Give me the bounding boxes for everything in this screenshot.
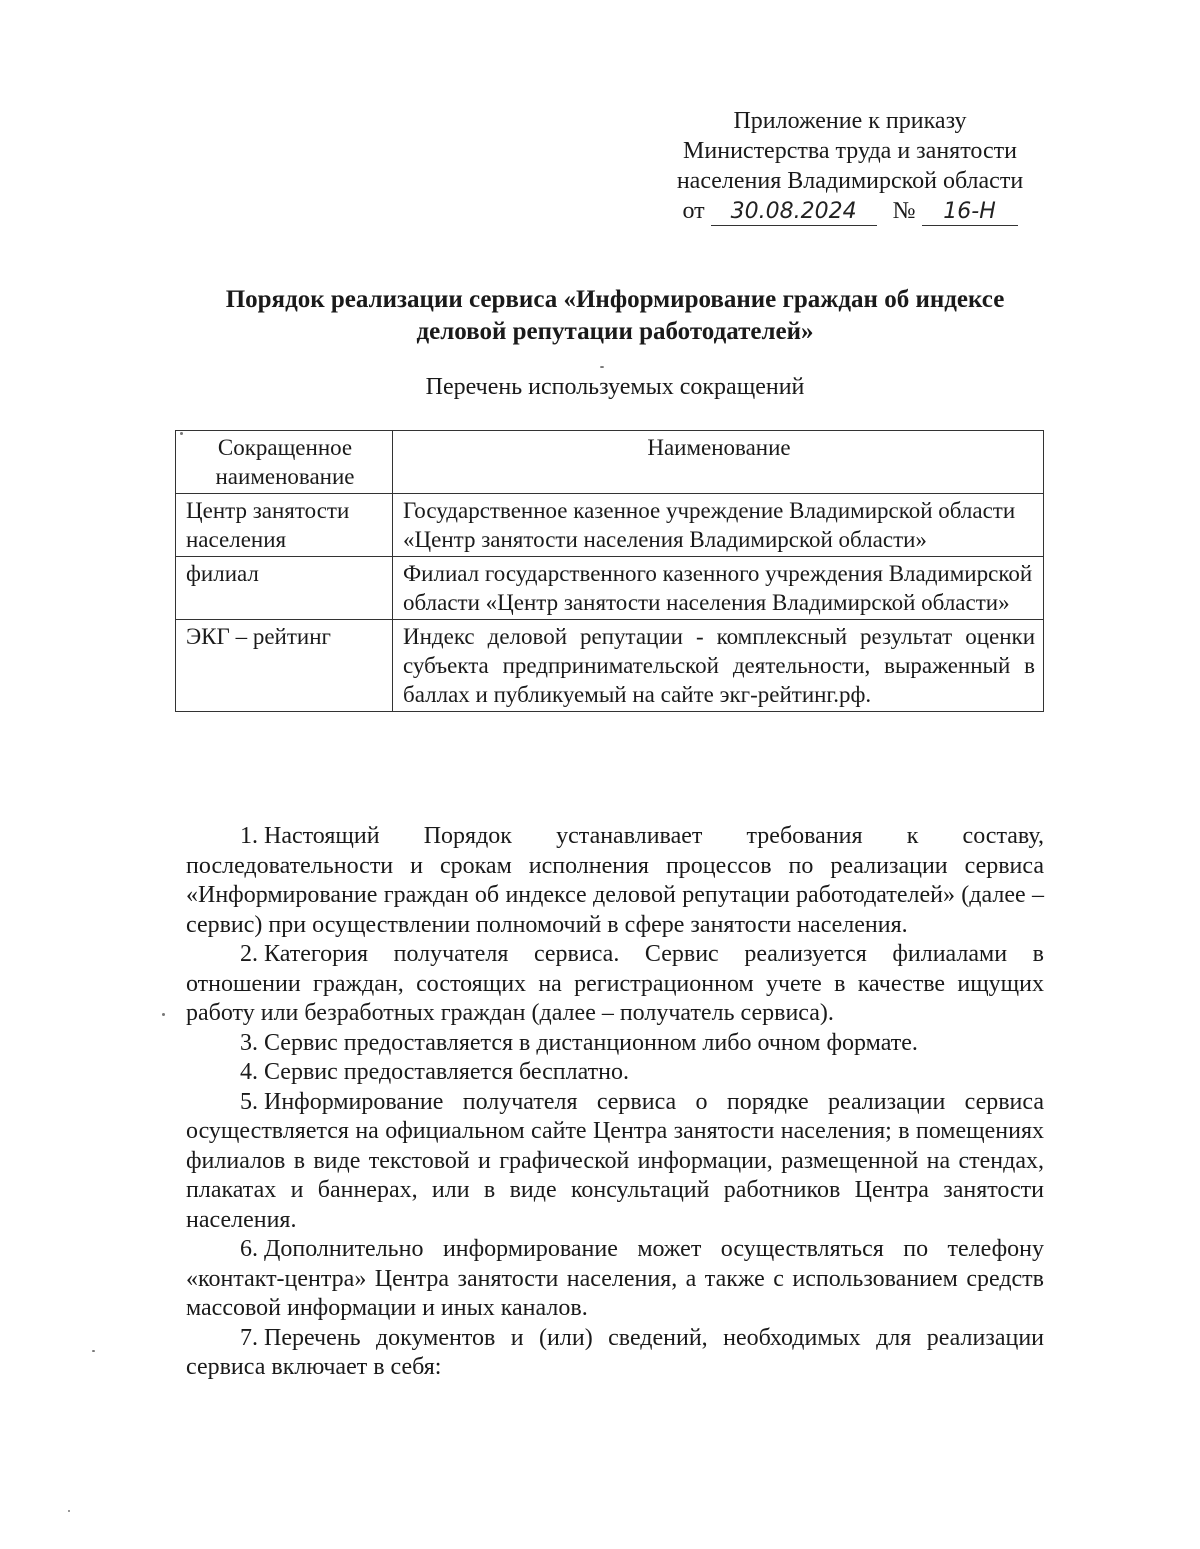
paragraph-number: 6.: [240, 1236, 258, 1262]
paragraph-text: Перечень документов и (или) сведений, необходимых для реализации сервиса включает в себя:: [186, 1324, 1044, 1380]
header-short-name: Сокращенное наименование: [176, 431, 393, 494]
scan-speck: [92, 1350, 95, 1352]
header-full-name: Наименование: [393, 431, 1044, 494]
appendix-line-2: Министерства труда и занятости: [683, 138, 1017, 164]
paragraph: [186, 940, 1044, 1029]
abbr-cell: ЭКГ – рейтинг: [176, 620, 393, 712]
paragraph-text: Сервис предоставляется бесплатно.: [264, 1059, 629, 1085]
paragraph: [186, 1088, 1044, 1236]
appendix-line-3: населения Владимирской области: [676, 168, 1024, 194]
scan-speck: [68, 1510, 70, 1512]
paragraph-number: 1.: [240, 823, 258, 849]
paragraph-number: 2.: [240, 941, 258, 967]
title-line-1: Порядок реализации сервиса «Информирование граждан об индексе: [225, 286, 1005, 313]
paragraph: [186, 1235, 1044, 1324]
paragraph: [186, 1324, 1044, 1383]
paragraph: [186, 1029, 1044, 1059]
title-line-2: деловой репутации работодателей»: [416, 318, 814, 345]
abbr-cell: Центр занятости населения: [176, 494, 393, 557]
scan-speck: [162, 1013, 165, 1016]
paragraph-number: 5.: [240, 1088, 258, 1115]
paragraph-text: Информирование получателя сервиса о порядке реализации сервиса осуществляется на официальном сайте Центра занятости населения; в помещениях филиалов в виде текстовой и графической информации, размещенной на стендах, плакатах и баннерах, или в виде консультаций работников Центра занятости населения.: [186, 1088, 1044, 1233]
paragraph-text: Сервис предоставляется в дистанционном либо очном формате.: [264, 1029, 918, 1056]
number-label: №: [892, 198, 916, 224]
full-name-cell: Филиал государственного казенного учреждения Владимирской области «Центр занятости населения Владимирской области»: [393, 557, 1044, 620]
paragraph: [186, 1058, 1044, 1088]
full-name-cell: Государственное казенное учреждение Владимирской области «Центр занятости населения Владимирской области»: [393, 494, 1044, 557]
appendix-date-number-line: [640, 196, 1060, 226]
appendix-line-1: Приложение к приказу: [733, 108, 967, 134]
table-row: [176, 620, 1044, 712]
document-body: [186, 822, 1044, 1383]
handwritten-date: 30.08.2024: [711, 199, 877, 226]
paragraph-text: Настоящий Порядок устанавливает требования к составу, последовательности и срокам исполнения процессов по реализации сервиса «Информирование граждан об индексе деловой репутации работодателей» (далее – сервис) при осуществлении полномочий в сфере занятости населения.: [186, 823, 1044, 938]
handwritten-number: 16-Н: [922, 199, 1018, 226]
document-title: [150, 284, 1080, 348]
from-label: от: [682, 198, 705, 224]
paragraph-number: 4.: [240, 1059, 258, 1085]
full-name-cell: Индекс деловой репутации - комплексный результат оценки субъекта предпринимательской деятельности, выраженный в баллах и публикуемый на сайте экг-рейтинг.рф.: [393, 620, 1044, 712]
paragraph-text: Дополнительно информирование может осуществляться по телефону «контакт-центра» Центра занятости населения, а также с использованием средств массовой информации и иных каналов.: [186, 1236, 1044, 1321]
scan-speck: [600, 366, 604, 368]
abbr-cell: филиал: [176, 557, 393, 620]
paragraph-number: 7.: [240, 1324, 258, 1351]
table-row: [176, 494, 1044, 557]
paragraph-text: Категория получателя сервиса. Сервис реализуется филиалами в отношении граждан, состоящих на регистрационном учете в качестве ищущих работу или безработных граждан (далее – получатель сервиса).: [186, 941, 1044, 1026]
table-header-row: [176, 431, 1044, 494]
abbreviations-table: [175, 430, 1044, 712]
paragraph-number: 3.: [240, 1029, 258, 1056]
table-row: [176, 557, 1044, 620]
paragraph: [186, 822, 1044, 940]
scan-speck: [180, 432, 183, 435]
abbreviations-heading: Перечень используемых сокращений: [425, 374, 805, 400]
appendix-header: [640, 106, 1060, 226]
